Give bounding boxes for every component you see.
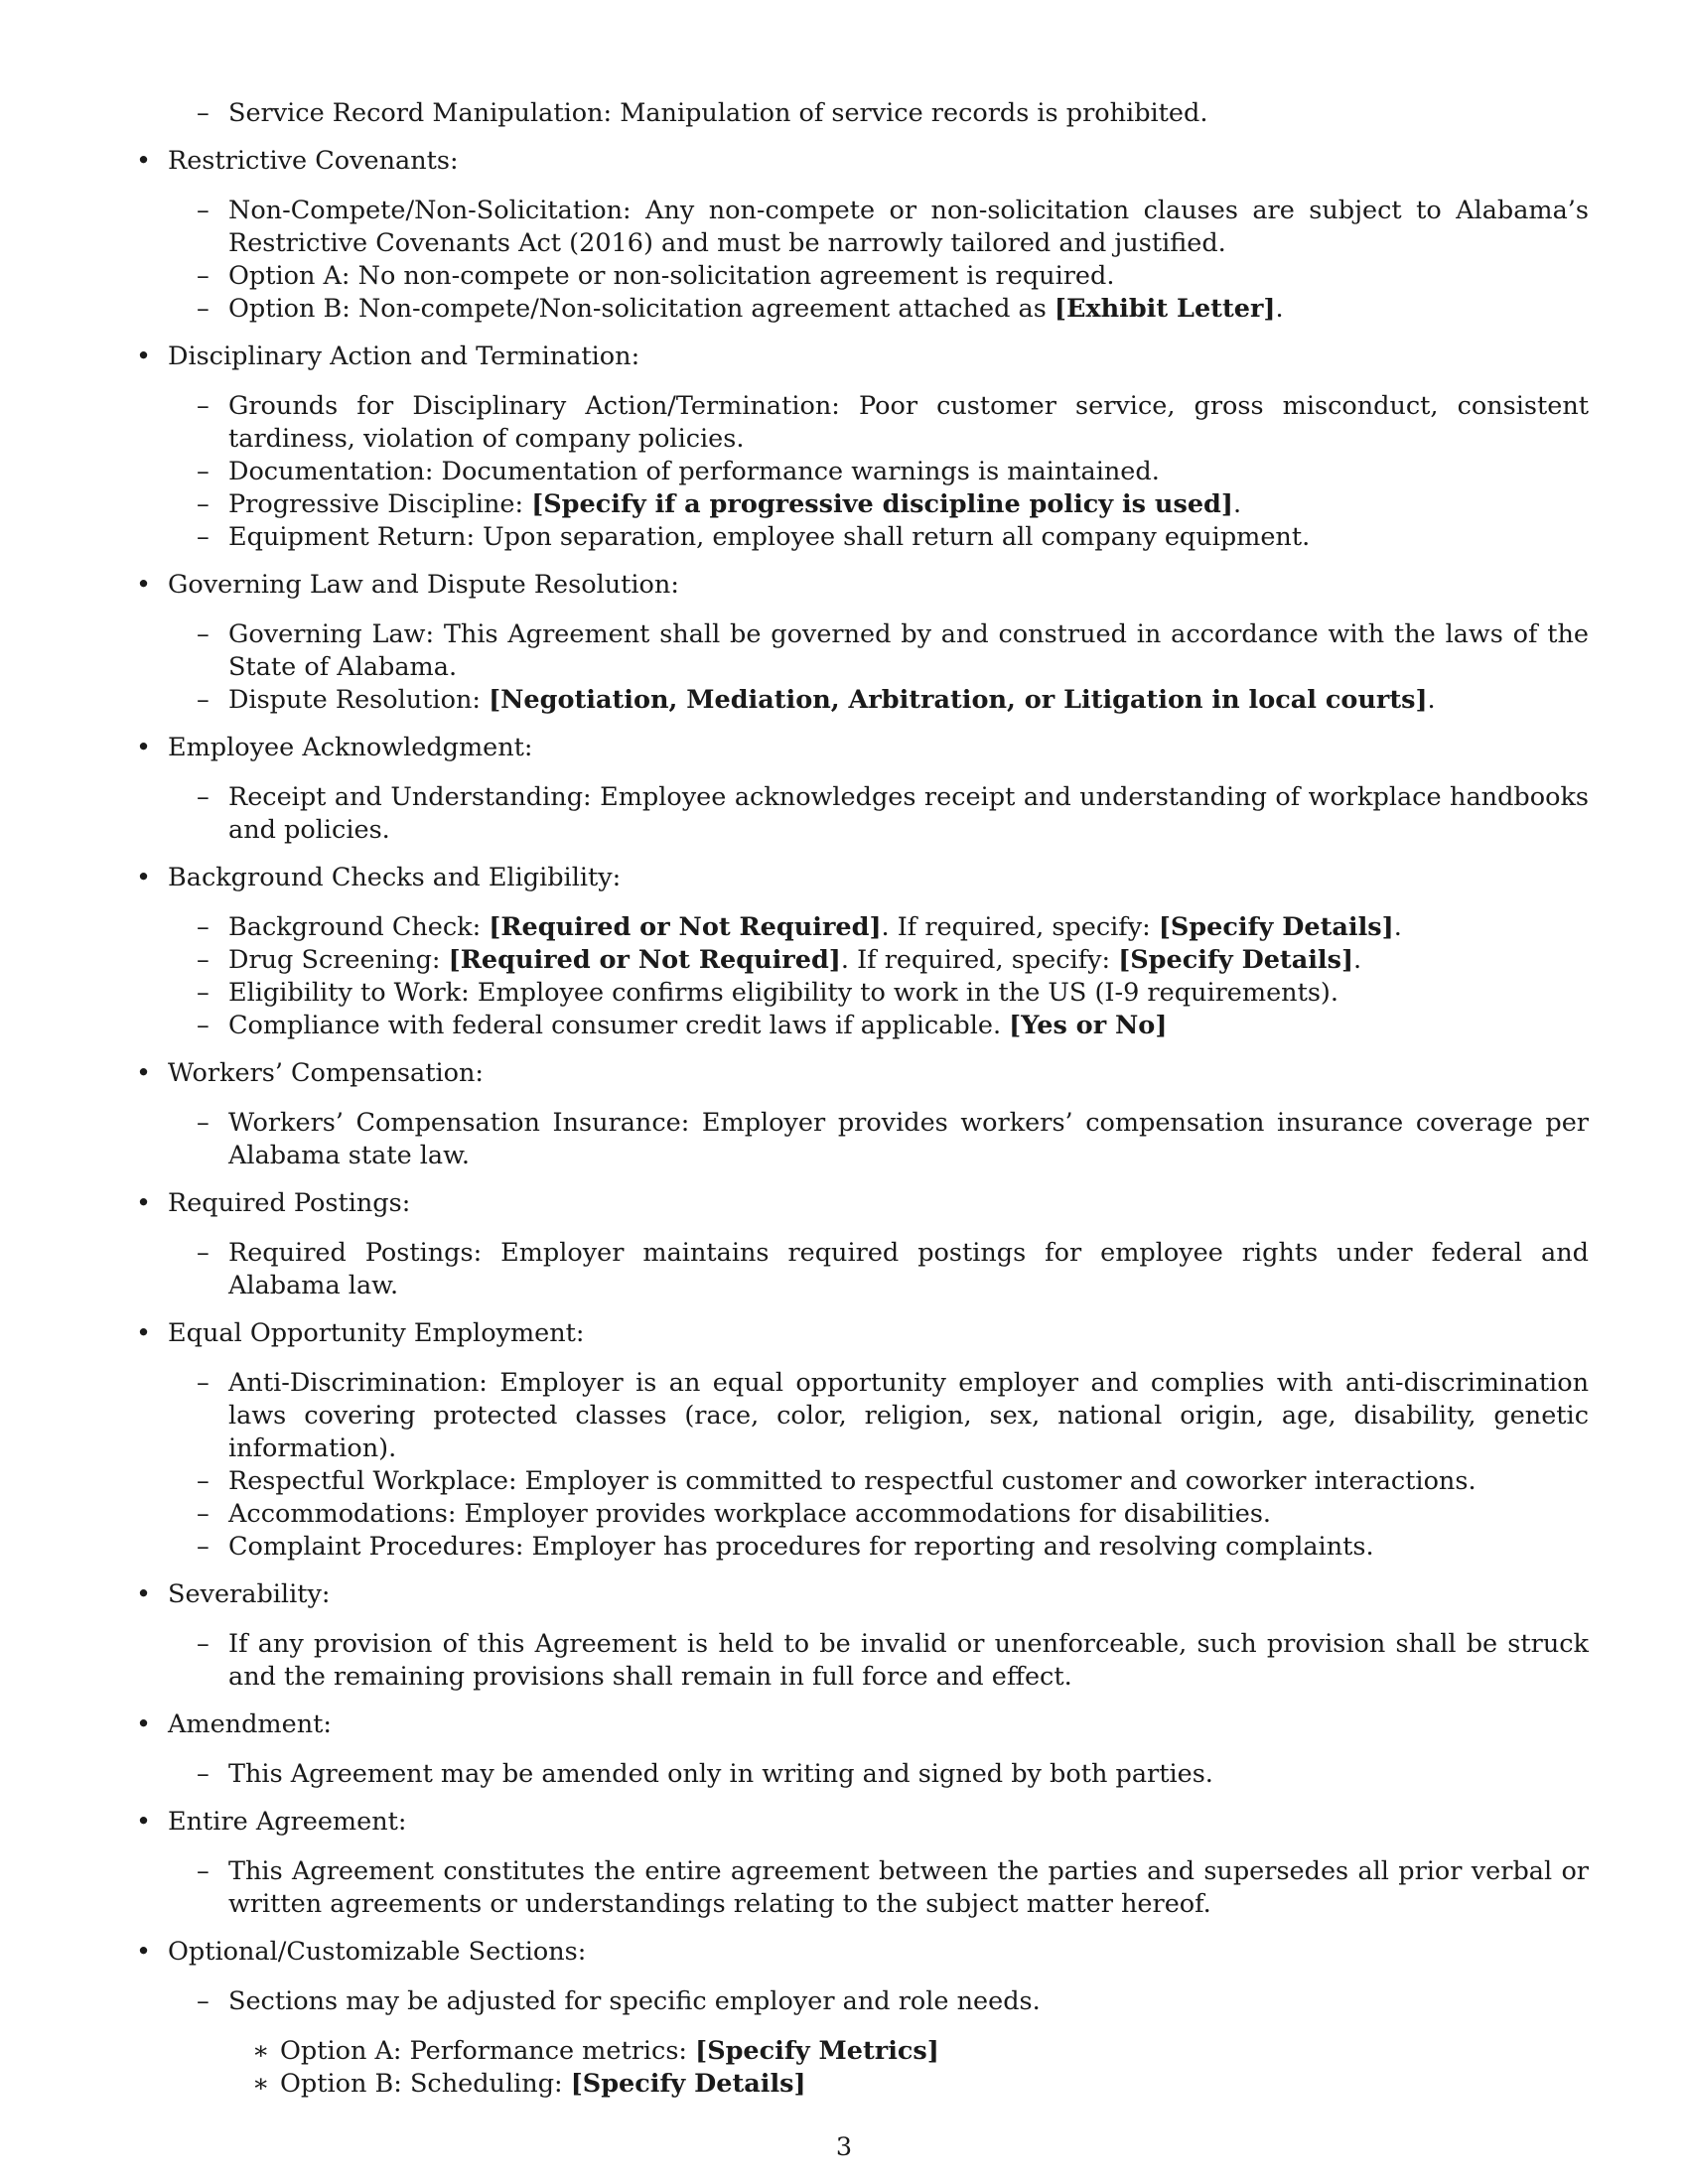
clause-item bbox=[168, 390, 1589, 456]
option-item bbox=[228, 2035, 1589, 2068]
placeholder-field: [Yes or No] bbox=[1009, 1011, 1168, 1040]
section-employee-acknowledgment bbox=[136, 732, 1589, 847]
clause-item bbox=[168, 293, 1589, 326]
section-governing-law-and-dispute-resolution bbox=[136, 569, 1589, 717]
section-entire-agreement bbox=[136, 1806, 1589, 1921]
text-run: If any provision of this Agreement is held to be invalid or unenforceable, such provision shall be struck and the remaining provisions shall remain in full force and effect. bbox=[228, 1629, 1589, 1692]
clause-item bbox=[168, 1498, 1589, 1531]
text-run: Grounds for Disciplinary Action/Termination: Poor customer service, gross misconduct, consistent tardiness, violation of company policies. bbox=[228, 391, 1589, 454]
text-run: Dispute Resolution: bbox=[228, 685, 490, 715]
text-run: Progressive Discipline: bbox=[228, 489, 532, 519]
text-run: . If required, specify: bbox=[881, 912, 1159, 942]
text-run: Eligibility to Work: Employee confirms eligibility to work in the US (I-9 requirements). bbox=[228, 978, 1338, 1008]
clause-text bbox=[228, 1010, 1589, 1042]
clause-list bbox=[168, 97, 1589, 130]
section-continued bbox=[136, 97, 1589, 130]
document-body bbox=[136, 97, 1589, 2116]
text-run: . If required, specify: bbox=[840, 945, 1119, 975]
text-run: . bbox=[1232, 489, 1242, 519]
clause-text bbox=[228, 195, 1589, 260]
clause-list bbox=[168, 1628, 1589, 1694]
clause-text bbox=[228, 390, 1589, 456]
text-run: Accommodations: Employer provides workplace accommodations for disabilities. bbox=[228, 1499, 1272, 1529]
option-list bbox=[228, 2035, 1589, 2101]
clause-list bbox=[168, 1107, 1589, 1172]
text-run: . bbox=[1393, 912, 1402, 942]
clause-item bbox=[168, 1758, 1589, 1791]
section-heading: Disciplinary Action and Termination: bbox=[168, 341, 640, 371]
clause-text bbox=[228, 1237, 1589, 1302]
placeholder-field: [Negotiation, Mediation, Arbitration, or Litigation in local courts] bbox=[489, 685, 1428, 715]
section-heading: Equal Opportunity Employment: bbox=[168, 1318, 585, 1348]
clause-text bbox=[228, 97, 1589, 130]
section-heading: Amendment: bbox=[168, 1709, 332, 1739]
clause-text bbox=[228, 1628, 1589, 1694]
section-heading: Optional/Customizable Sections: bbox=[168, 1937, 587, 1967]
clause-item bbox=[168, 944, 1589, 977]
clause-text bbox=[228, 488, 1589, 521]
placeholder-field: [Exhibit Letter] bbox=[1054, 294, 1276, 324]
text-run: Sections may be adjusted for specific employer and role needs. bbox=[228, 1986, 1041, 2016]
placeholder-field: [Specify Details] bbox=[1158, 912, 1394, 942]
clause-item bbox=[168, 260, 1589, 293]
clause-item bbox=[168, 195, 1589, 260]
clause-text bbox=[228, 1107, 1589, 1172]
clause-item bbox=[168, 1531, 1589, 1564]
clause-item bbox=[168, 911, 1589, 944]
clause-list bbox=[168, 1758, 1589, 1791]
section-heading: Background Checks and Eligibility: bbox=[168, 863, 622, 892]
clause-item bbox=[168, 521, 1589, 554]
section-restrictive-covenants bbox=[136, 145, 1589, 326]
clause-text bbox=[228, 1498, 1589, 1531]
clause-item bbox=[168, 1465, 1589, 1498]
clause-text bbox=[228, 944, 1589, 977]
section-required-postings bbox=[136, 1187, 1589, 1302]
clause-list bbox=[168, 195, 1589, 326]
clause-item bbox=[168, 1010, 1589, 1042]
section-heading: Governing Law and Dispute Resolution: bbox=[168, 570, 679, 600]
placeholder-field: [Specify Metrics] bbox=[695, 2036, 939, 2066]
clause-list bbox=[168, 618, 1589, 717]
text-run: Option B: Scheduling: bbox=[280, 2069, 571, 2099]
placeholder-field: [Specify Details] bbox=[1118, 945, 1354, 975]
section-disciplinary-action-and-termination bbox=[136, 341, 1589, 554]
text-run: Anti-Discrimination: Employer is an equal opportunity employer and complies with anti-discrimination laws covering protected classes (race, color, religion, sex, national origin, age, disability, genetic information). bbox=[228, 1368, 1589, 1463]
section-optional-customizable-sections bbox=[136, 1936, 1589, 2101]
clause-item bbox=[168, 1855, 1589, 1921]
clause-text bbox=[228, 618, 1589, 684]
text-run: Background Check: bbox=[228, 912, 490, 942]
clause-text bbox=[228, 1531, 1589, 1564]
section-heading: Workers’ Compensation: bbox=[168, 1058, 484, 1088]
text-run: Equipment Return: Upon separation, employee shall return all company equipment. bbox=[228, 522, 1311, 552]
text-run: . bbox=[1353, 945, 1362, 975]
clause-text bbox=[228, 781, 1589, 847]
placeholder-field: [Required or Not Required] bbox=[448, 945, 841, 975]
section-heading: Employee Acknowledgment: bbox=[168, 733, 533, 762]
clause-text bbox=[228, 260, 1589, 293]
clause-text bbox=[228, 684, 1589, 717]
text-run: Complaint Procedures: Employer has procedures for reporting and resolving complaints. bbox=[228, 1532, 1374, 1562]
text-run: . bbox=[1427, 685, 1436, 715]
placeholder-field: [Specify if a progressive discipline policy is used] bbox=[531, 489, 1233, 519]
placeholder-field: [Required or Not Required] bbox=[489, 912, 882, 942]
section-background-checks-and-eligibility bbox=[136, 862, 1589, 1042]
text-run: Workers’ Compensation Insurance: Employer provides workers’ compensation insurance coverage per Alabama state law. bbox=[228, 1108, 1589, 1170]
text-run: Required Postings: Employer maintains required postings for employee rights under federal and Alabama law. bbox=[228, 1238, 1589, 1300]
text-run: . bbox=[1275, 294, 1284, 324]
section-workers-compensation bbox=[136, 1057, 1589, 1172]
clause-text bbox=[228, 1758, 1589, 1791]
text-run: Option A: No non-compete or non-solicitation agreement is required. bbox=[228, 261, 1115, 291]
text-run: Respectful Workplace: Employer is committed to respectful customer and coworker interactions. bbox=[228, 1466, 1477, 1496]
clause-text bbox=[228, 521, 1589, 554]
clause-item bbox=[168, 97, 1589, 130]
text-run: Service Record Manipulation: Manipulation of service records is prohibited. bbox=[228, 98, 1208, 128]
clause-list bbox=[168, 1237, 1589, 1302]
text-run: Drug Screening: bbox=[228, 945, 449, 975]
text-run: Non-Compete/Non-Solicitation: Any non-compete or non-solicitation clauses are subject to Alabama’s Restrictive Covenants Act (2016) and must be narrowly tailored and justified. bbox=[228, 196, 1589, 258]
text-run: Documentation: Documentation of performance warnings is maintained. bbox=[228, 457, 1160, 486]
clause-item bbox=[168, 1628, 1589, 1694]
clause-text bbox=[228, 1367, 1589, 1465]
section-heading: Severability: bbox=[168, 1579, 331, 1609]
clause-item bbox=[168, 1237, 1589, 1302]
clause-text bbox=[228, 1855, 1589, 1921]
clause-list bbox=[168, 1855, 1589, 1921]
clause-list bbox=[168, 1985, 1589, 2101]
clause-list bbox=[168, 911, 1589, 1042]
section-amendment bbox=[136, 1708, 1589, 1791]
clause-item bbox=[168, 684, 1589, 717]
section-heading: Restrictive Covenants: bbox=[168, 146, 459, 176]
clause-item bbox=[168, 1985, 1589, 2101]
section-heading: Entire Agreement: bbox=[168, 1807, 407, 1837]
text-run: Option A: Performance metrics: bbox=[280, 2036, 696, 2066]
text-run: Option B: Non-compete/Non-solicitation agreement attached as bbox=[228, 294, 1055, 324]
clause-list bbox=[168, 1367, 1589, 1564]
text-run: Governing Law: This Agreement shall be governed by and construed in accordance with the laws of the State of Alabama. bbox=[228, 619, 1589, 682]
clause-text bbox=[228, 1465, 1589, 1498]
section-severability bbox=[136, 1578, 1589, 1694]
clause-list bbox=[168, 390, 1589, 554]
clause-text bbox=[228, 911, 1589, 944]
option-item bbox=[228, 2068, 1589, 2101]
text-run: Receipt and Understanding: Employee acknowledges receipt and understanding of workplace handbooks and policies. bbox=[228, 782, 1589, 845]
section-equal-opportunity-employment bbox=[136, 1317, 1589, 1564]
clause-item bbox=[168, 977, 1589, 1010]
text-run: This Agreement constitutes the entire agreement between the parties and supersedes all prior verbal or written agreements or understandings relating to the subject matter hereof. bbox=[228, 1856, 1589, 1919]
clause-item bbox=[168, 1107, 1589, 1172]
clause-item bbox=[168, 1367, 1589, 1465]
section-heading: Required Postings: bbox=[168, 1188, 411, 1218]
clause-text bbox=[228, 456, 1589, 488]
clause-text bbox=[228, 1985, 1589, 2018]
clause-item bbox=[168, 781, 1589, 847]
section-list bbox=[136, 97, 1589, 2101]
clause-text bbox=[228, 293, 1589, 326]
clause-item bbox=[168, 488, 1589, 521]
clause-item bbox=[168, 618, 1589, 684]
page-number: 3 bbox=[835, 2132, 853, 2162]
clause-item bbox=[168, 456, 1589, 488]
text-run: This Agreement may be amended only in writing and signed by both parties. bbox=[228, 1759, 1213, 1789]
clause-text bbox=[228, 977, 1589, 1010]
text-run: Compliance with federal consumer credit laws if applicable. bbox=[228, 1011, 1010, 1040]
clause-list bbox=[168, 781, 1589, 847]
placeholder-field: [Specify Details] bbox=[570, 2069, 806, 2099]
